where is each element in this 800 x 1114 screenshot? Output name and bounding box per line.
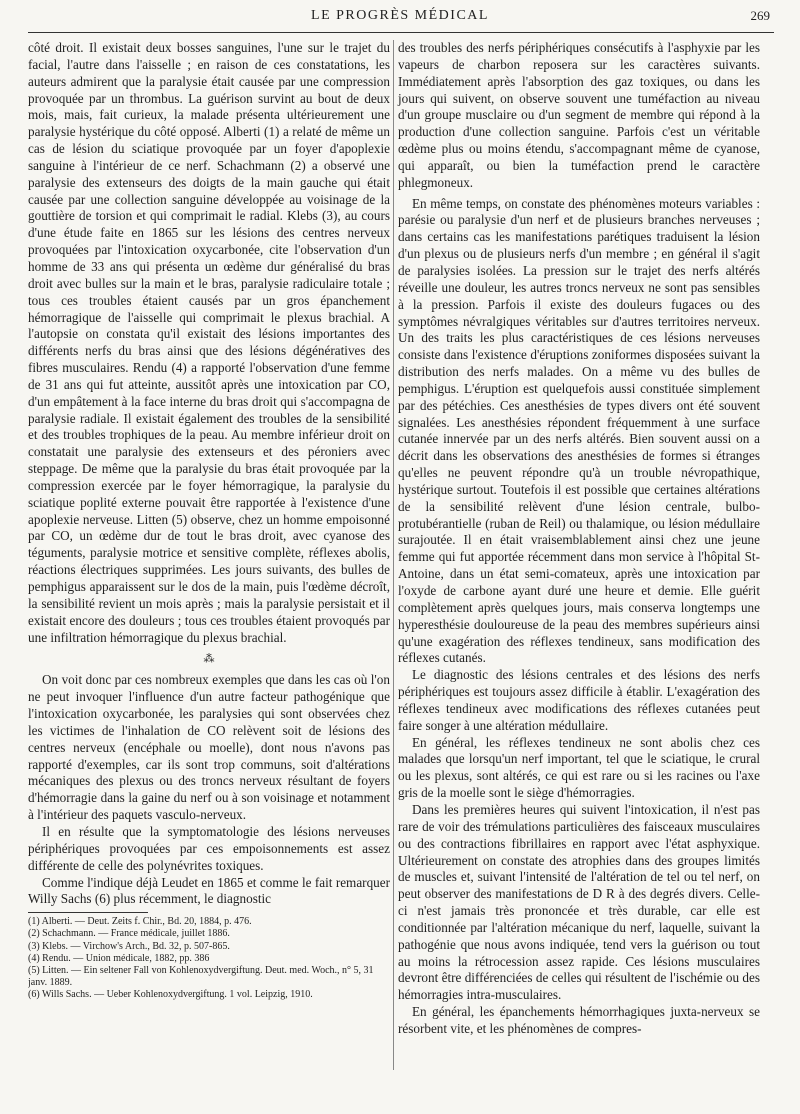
footnote-rule [28, 912, 148, 913]
paragraph: En général, les épanchements hémorrhagiques juxta-nerveux se résorbent vite, et les phénomènes de compres- [398, 1004, 760, 1036]
paragraph: des troubles des nerfs périphériques consécutifs à l'asphyxie par les vapeurs de charbon reposera sur les caractères suivants. Immédiatement après l'absorption des gaz toxiques, ou dans les jours qui suivent, on observe souvent une tuméfaction au niveau d'un groupe musclaire ou d'un segment de membre qui répond à la production d'une collection sanguine. Parfois c'est un véritable œdème plus ou moins étendu, s'accompagnant même de cyanose, qui apparaît, ou bien la tuméfaction prend le caractère phlegmoneux. [398, 40, 760, 190]
paragraph: On voit donc par ces nombreux exemples que dans les cas où l'on ne peut invoquer l'influence d'un autre facteur pathogénique que l'intoxication oxycarbonée, les paralysies qui sont observées chez les victimes de l'inhalation de CO relèvent soit de lésions des centres nerveux (encéphale ou moelle), dont nous n'avons pas rapporté d'exemples, car ils sont trop communs, soit d'altérations mécaniques des plexus ou des troncs nerveux résultant de foyers d'hémorragie dans la gaine du nerf ou à son voisinage et notamment à l'intérieur des paquets vasculo-nerveux. [28, 672, 390, 823]
paragraph: En général, les réflexes tendineux ne sont abolis chez ces malades que lorsqu'un nerf important, tel que le sciatique, le crural ou les plexus, sont altérés, ce qui est rare ou si les racines ou l'axe gris de la moelle sont le siège d'hémorragies. [398, 734, 760, 801]
page-number: 269 [750, 8, 770, 23]
paragraph: En même temps, on constate des phénomènes moteurs variables : parésie ou paralysie d'un nerf et de plusieurs branches nerveuses ; dans certains cas les manifestations parétiques traduisent la lésion d'un plexus ou de plusieurs nerfs d'un membre ; en général il s'agit de paralysies isolées. La pression sur le trajet des nerfs altérés réveille une douleur, les autres troncs nerveux ne sont pas sensibles à la pression. Parfois il existe des douleurs fugaces ou des symptômes névralgiques véritables sur d'autres territoires nerveux. Un des traits les plus caractéristiques de ces lésions nerveuses consiste dans l'existence d'éruptions zoniformes disposées suivant la distribution des nerfs malades. On a même vu des bulles de pemphigus. L'éruption est quelquefois aussi constituée simplement par des pétéchies. Ces anesthésies de types divers ont été souvent signalées. Les anesthésies répondent fréquemment à une surface cutanée innervée par un des nerfs altérés. Bien souvent aussi on a décrit dans les observations des anesthésies de formes si étranges qu'elles ne peuvent répondre qu'à un trouble névropathique, hystérique surtout. Toutefois il est possible que certaines altérations de la sensibilité relèvent d'une lésion centrale, bulbo-protubérantielle (ruban de Reil) ou thalamique, ou lésion médullaire surajoutée. Il en était vraisemblablement ainsi chez une jeune femme qui fut apportée récemment dans mon service à l'hôpital St-Antoine, dans un état semi-comateux, après une intoxication par l'oxyde de carbone ayant duré une heure et demie. Elle guérit complètement après quelques jours, mais conserva longtemps une hyperesthésie douloureuse de la peau des membres supérieurs ainsi qu'une exagération des réflexes tendineux, sans modification des réflexes cutanés. [398, 195, 760, 666]
footnote: (6) Wills Sachs. — Ueber Kohlenoxydvergiftung. 1 vol. Leipzig, 1910. [28, 989, 313, 1001]
footnotes [28, 916, 390, 1001]
section-separator [28, 652, 390, 666]
left-column [28, 40, 390, 1002]
asterism: ⁂ [203, 653, 215, 666]
paragraph: Le diagnostic des lésions centrales et des lésions des nerfs périphériques est toujours assez difficile à établir. L'exagération des réflexes tendineux avec modifications des réflexes cutanées peut faire songer à une altération médullaire. [398, 667, 760, 733]
footnote: (2) Schachmann. — France médicale, juillet 1886. [28, 928, 230, 940]
paragraph: Il en résulte que la symptomatologie des lésions nerveuses périphériques provoquées par ces empoisonnements est assez différente de celle des polynévrites toxiques. [28, 823, 390, 873]
header-rule [28, 32, 774, 33]
column-divider [393, 40, 394, 1070]
paragraph: Comme l'indique déjà Leudet en 1865 et comme le fait remarquer Willy Sachs (6) plus récemment, le diagnostic [28, 874, 390, 907]
footnote: (3) Klebs. — Virchow's Arch., Bd. 32, p. 507-865. [28, 940, 230, 952]
paragraph: Dans les premières heures qui suivent l'intoxication, il n'est pas rare de voir des trémulations particulières des faisceaux musculaires ou des contractions fibrillaires en rapport avec l'état asphyxique. Ultérieurement on constate des atrophies dans des groupes limités de muscles et, suivant l'intensité de l'altération de tel ou tel nerf, on peut observer des manifestations de D R à des degrés divers. Celle-ci n'est jamais très prononcée et très durable, car elle est conditionnée par l'altération mécanique du nerf, laquelle, suivant la pathogénie que nous avons indiquée, tend vers la guérison ou tout au moins la rétrocession assez rapide. Ces lésions musculaires devront être différenciées de celles qui résultent de l'ischémie ou des hémorragies intra-musculaires. [398, 801, 760, 1003]
footnote: (5) Litten. — Ein seltener Fall von Kohlenoxydvergiftung. Deut. med. Woch., n° 5, 31 janv. 1889. [28, 965, 374, 989]
paragraph: côté droit. Il existait deux bosses sanguines, l'une sur le trajet du facial, l'autre dans l'aisselle ; en raison de ces constatations, les auteurs admirent que la paralysie était causée par une compression provoquée par un thrombus. La guérison survint au bout de deux mois, mais, fait curieux, la malade présenta ultérieurement une paralysie hystérique du côté opposé. Alberti (1) a relaté de même un cas de lésion du sciatique provoquée par un foyer d'apoplexie sanguine à l'intérieur de ce nerf. Schachmann (2) a observé une paralysie des extenseurs des doigts de la main gauche qui était causée par une collection sanguine développée au voisinage de la gouttière de torsion et qui comprimait le radial. Klebs (3), au cours d'une étude faite en 1865 sur les lésions des centres nerveux provoquées par l'intoxication oxycarbonée, cite l'observation d'un homme de 33 ans qui présenta un œdème dur généralisé du bras droit avec bulles sur la main et le bras, paralysie radiculaire totale ; tous ces troubles étaient causés par un gros épanchement hémorragique de l'aisselle qui comprimait le plexus brachial. A l'autopsie on constata qu'il existait des lésions importantes des différents nerfs du bras ainsi que des lésions dégénératives des fibres musculaires. Rendu (4) a rapporté l'observation d'une femme de 31 ans qui fut atteinte, aussitôt après une intoxication par CO, d'un empâtement à la face interne du bras droit qui s'accompagna de paralysie radiale. Il existait également des troubles de la sensibilité et des troubles trophiques de la peau. Au membre inférieur droit on constatait une paralysie des extenseurs et des péroniers avec steppage. De même que la paralysie du bras était provoquée par la compression exercée par le foyer hémorragique, la paralysie du sciatique poplité externe pouvait être rapportée à l'existence d'une apoplexie nerveuse. Litten (5) observe, chez un homme empoisonné par CO, un œdème dur de tout le bras droit, avec cyanose des téguments, paralysie motrice et sensitive complète, réflexes abolis, réactions électriques supprimées. Les jours suivants, des bulles de pemphigus apparaissent sur le dos de la main, puis l'œdème décroît, la sensibilité revient un mois après ; mais la paralysie persistait et il existait encore des douleurs ; tous ces troubles étaient provoqués par une infiltration hémorragique du plexus brachial. [28, 40, 390, 645]
footnote: (1) Alberti. — Deut. Zeits f. Chir., Bd. 20, 1884, p. 476. [28, 916, 252, 928]
page-header [0, 0, 800, 40]
right-column [398, 40, 760, 1038]
journal-title: LE PROGRÈS MÉDICAL [311, 8, 489, 23]
footnote: (4) Rendu. — Union médicale, 1882, pp. 386 [28, 952, 210, 964]
